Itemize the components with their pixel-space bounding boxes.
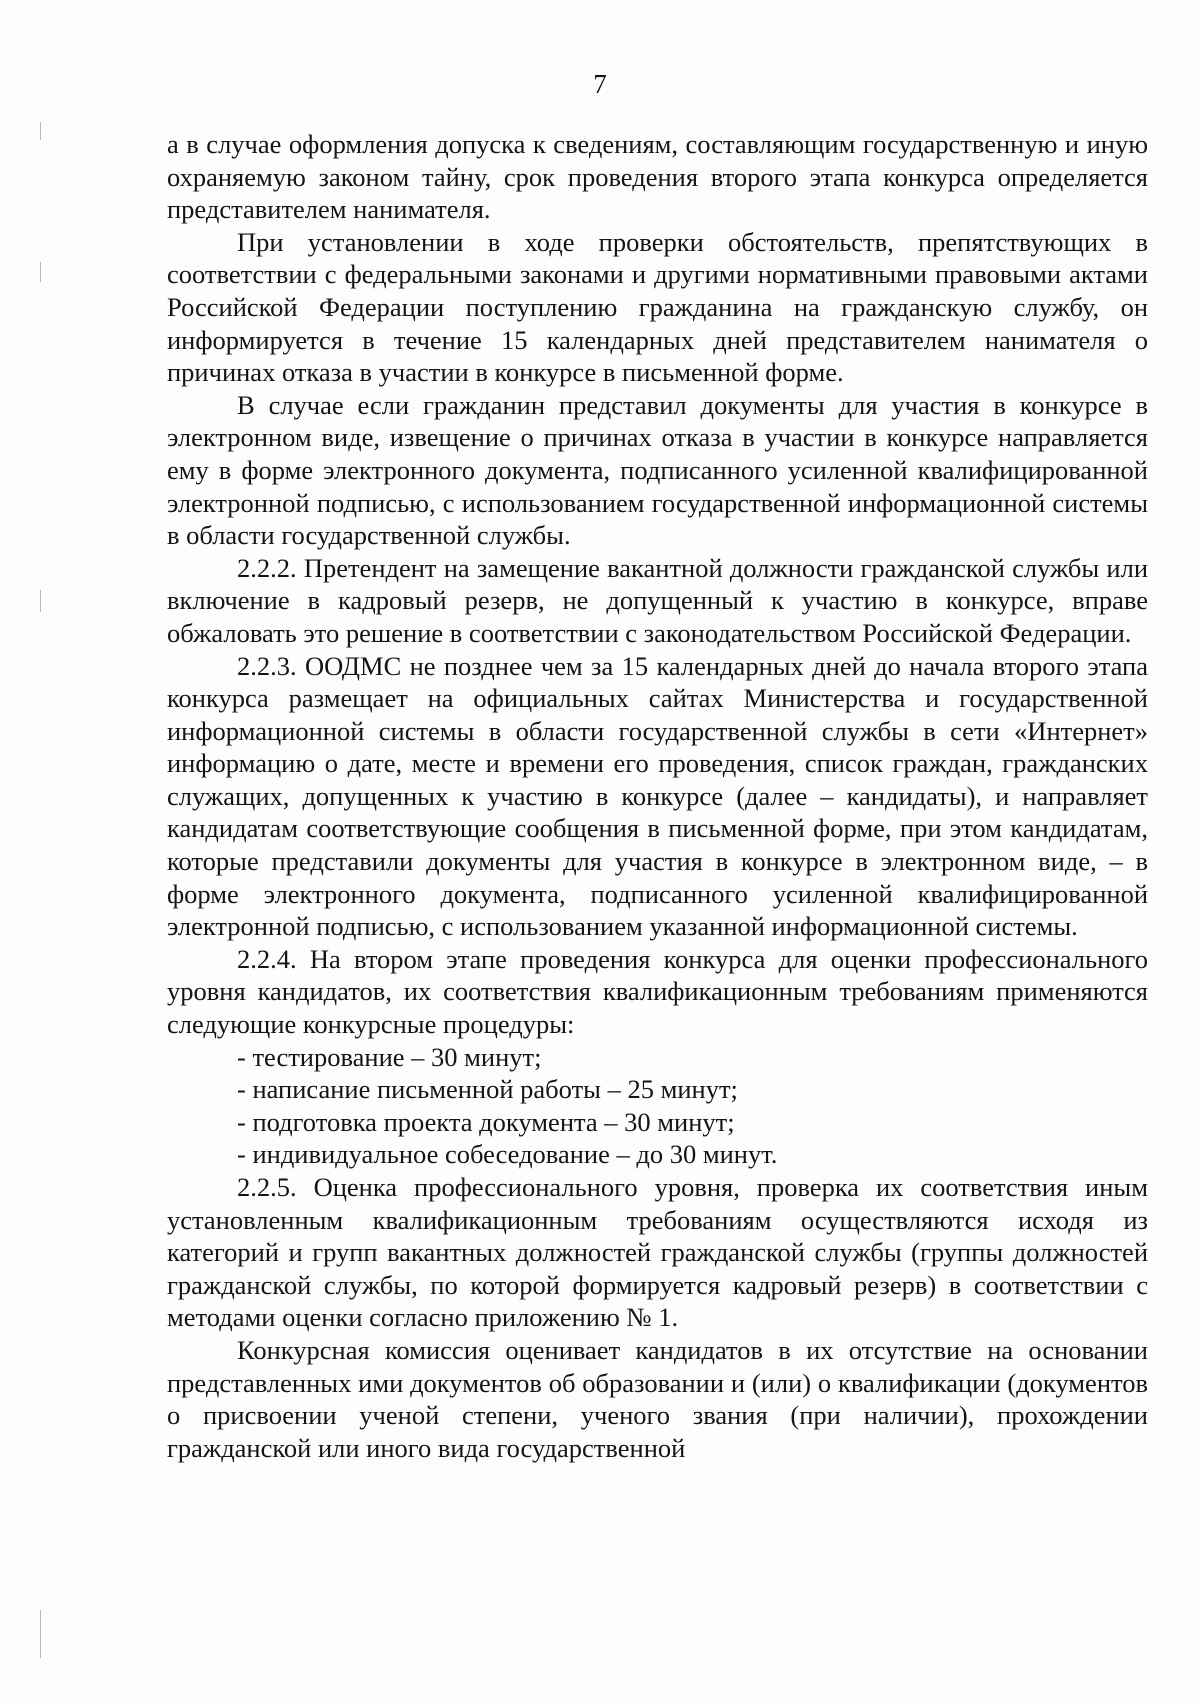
- paragraph-2-2-4: 2.2.4. На втором этапе проведения конкурса для оценки профессионального уровня кандидатов, их соответствия квалификационным требованиям применяются следующие конкурсные процедуры:: [167, 943, 1148, 1040]
- scan-margin-mark: [40, 1610, 41, 1658]
- list-item: - тестирование – 30 минут;: [237, 1041, 542, 1072]
- list-item: - подготовка проекта документа – 30 минут;: [237, 1106, 735, 1137]
- paragraph: В случае если гражданин представил документы для участия в конкурсе в электронном виде, извещение о причинах отказа в участии в конкурсе направляется ему в форме электронного документа, подписанного усиленной квалифицированной электронной подписью, с использованием государственной информационной системы в области государственной службы.: [167, 389, 1148, 551]
- paragraph: Конкурсная комиссия оценивает кандидатов в их отсутствие на основании представленных ими документов об образовании и (или) о квалификации (документов о присвоении ученой степени, ученого звания (при наличии), прохождении гражданской или иного вида государственной: [167, 1334, 1148, 1463]
- paragraph: а в случае оформления допуска к сведениям, составляющим государственную и иную охраняемую законом тайну, срок проведения второго этапа конкурса определяется представителем нанимателя.: [167, 129, 1148, 225]
- list-item: - написание письменной работы – 25 минут;: [237, 1074, 738, 1105]
- scan-margin-mark: [40, 122, 41, 140]
- document-body: [167, 128, 1148, 1464]
- scan-margin-mark: [40, 262, 41, 282]
- scan-margin-mark: [40, 590, 41, 612]
- page-number: 7: [593, 69, 607, 99]
- paragraph-2-2-5: 2.2.5. Оценка профессионального уровня, проверка их соответствия иным установленным квалификационным требованиям осуществляются исходя из категорий и групп вакантных должностей гражданской службы (группы должностей гражданской службы, по которой формируется кадровый резерв) в соответствии с методами оценки согласно приложению № 1.: [167, 1172, 1148, 1333]
- procedures-list: [167, 1041, 1148, 1171]
- list-item: - индивидуальное собеседование – до 30 минут.: [237, 1139, 778, 1170]
- paragraph: При установлении в ходе проверки обстоятельств, препятствующих в соответствии с федеральными законами и другими нормативными правовыми актами Российской Федерации поступлению гражданина на гражданскую службу, он информируется в течение 15 календарных дней представителем нанимателя о причинах отказа в участии в конкурсе в письменной форме.: [167, 226, 1148, 388]
- paragraph-2-2-3: 2.2.3. ООДМС не позднее чем за 15 календарных дней до начала второго этапа конкурса размещает на официальных сайтах Министерства и государственной информационной системы в области государственной службы в сети «Интернет» информацию о дате, месте и времени его проведения, список граждан, гражданских служащих, допущенных к участию в конкурсе (далее – кандидаты), и направляет кандидатам соответствующие сообщения в письменной форме, при этом кандидатам, которые представили документы для участия в конкурсе в электронном виде, – в форме электронного документа, подписанного усиленной квалифицированной электронной подписью, с использованием указанной информационной системы.: [167, 650, 1148, 942]
- paragraph-2-2-2: 2.2.2. Претендент на замещение вакантной должности гражданской службы или включение в кадровый резерв, не допущенный к участию в конкурсе, вправе обжаловать это решение в соответствии с законодательством Российской Федерации.: [167, 552, 1148, 648]
